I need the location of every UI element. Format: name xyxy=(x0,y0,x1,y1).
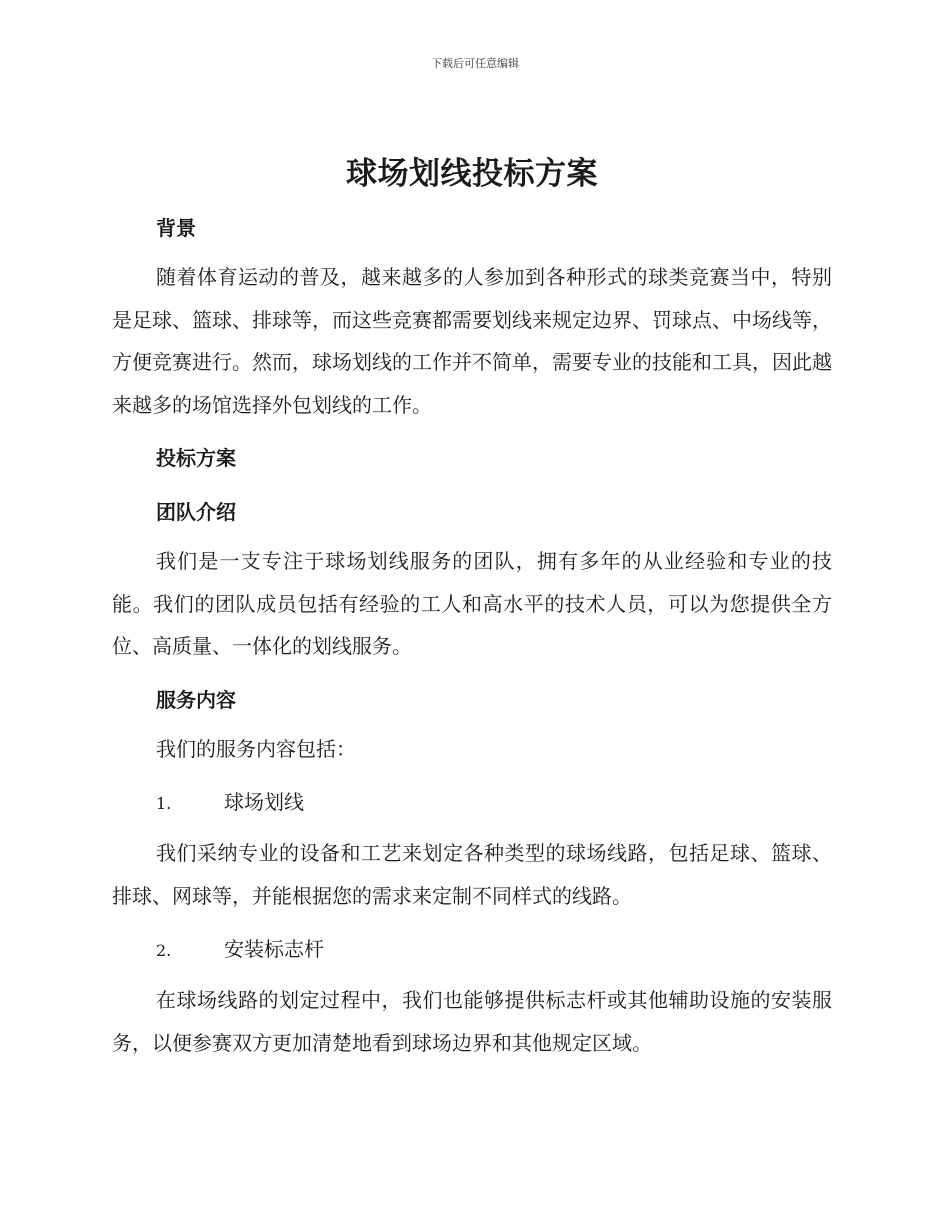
list-item-1 xyxy=(112,788,832,818)
paragraph-item-2: 在球场线路的划定过程中，我们也能够提供标志杆或其他辅助设施的安装服务，以便参赛双方更加清楚地看到球场边界和其他规定区域。 xyxy=(112,988,832,1055)
heading-services: 服务内容 xyxy=(156,687,236,712)
paragraph-item-1: 我们采纳专业的设备和工艺来划定各种类型的球场线路，包括足球、篮球、排球、网球等，并能根据您的需求来定制不同样式的线路。 xyxy=(112,841,832,908)
list-label-1: 球场划线 xyxy=(224,790,304,814)
heading-bid-plan: 投标方案 xyxy=(156,446,236,470)
list-label-2: 安装标志杆 xyxy=(224,937,324,961)
list-number-1: 1. xyxy=(156,794,172,813)
heading-team: 团队介绍 xyxy=(156,500,236,524)
document-title: 球场划线投标方案 xyxy=(346,156,598,192)
paragraph-services-intro: 我们的服务内容包括： xyxy=(156,736,356,761)
paragraph-background: 随着体育运动的普及，越来越多的人参加到各种形式的球类竞赛当中，特别是足球、篮球、排球等，而这些竞赛都需要划线来规定边界、罚球点、中场线等，方便竞赛进行。然而，球场划线的工作并不简单，需要专业的技能和工具，因此越来越多的场馆选择外包划线的工作。 xyxy=(112,265,832,417)
list-item-2 xyxy=(112,935,832,965)
document-body xyxy=(112,148,832,1064)
paragraph-team: 我们是一支专注于球场划线服务的团队，拥有多年的从业经验和专业的技能。我们的团队成员包括有经验的工人和高水平的技术人员，可以为您提供全方位、高质量、一体化的划线服务。 xyxy=(112,549,832,658)
heading-background: 背景 xyxy=(156,216,196,240)
list-number-2: 2. xyxy=(156,941,172,960)
header-note: 下载后可任意编辑 xyxy=(431,57,519,70)
